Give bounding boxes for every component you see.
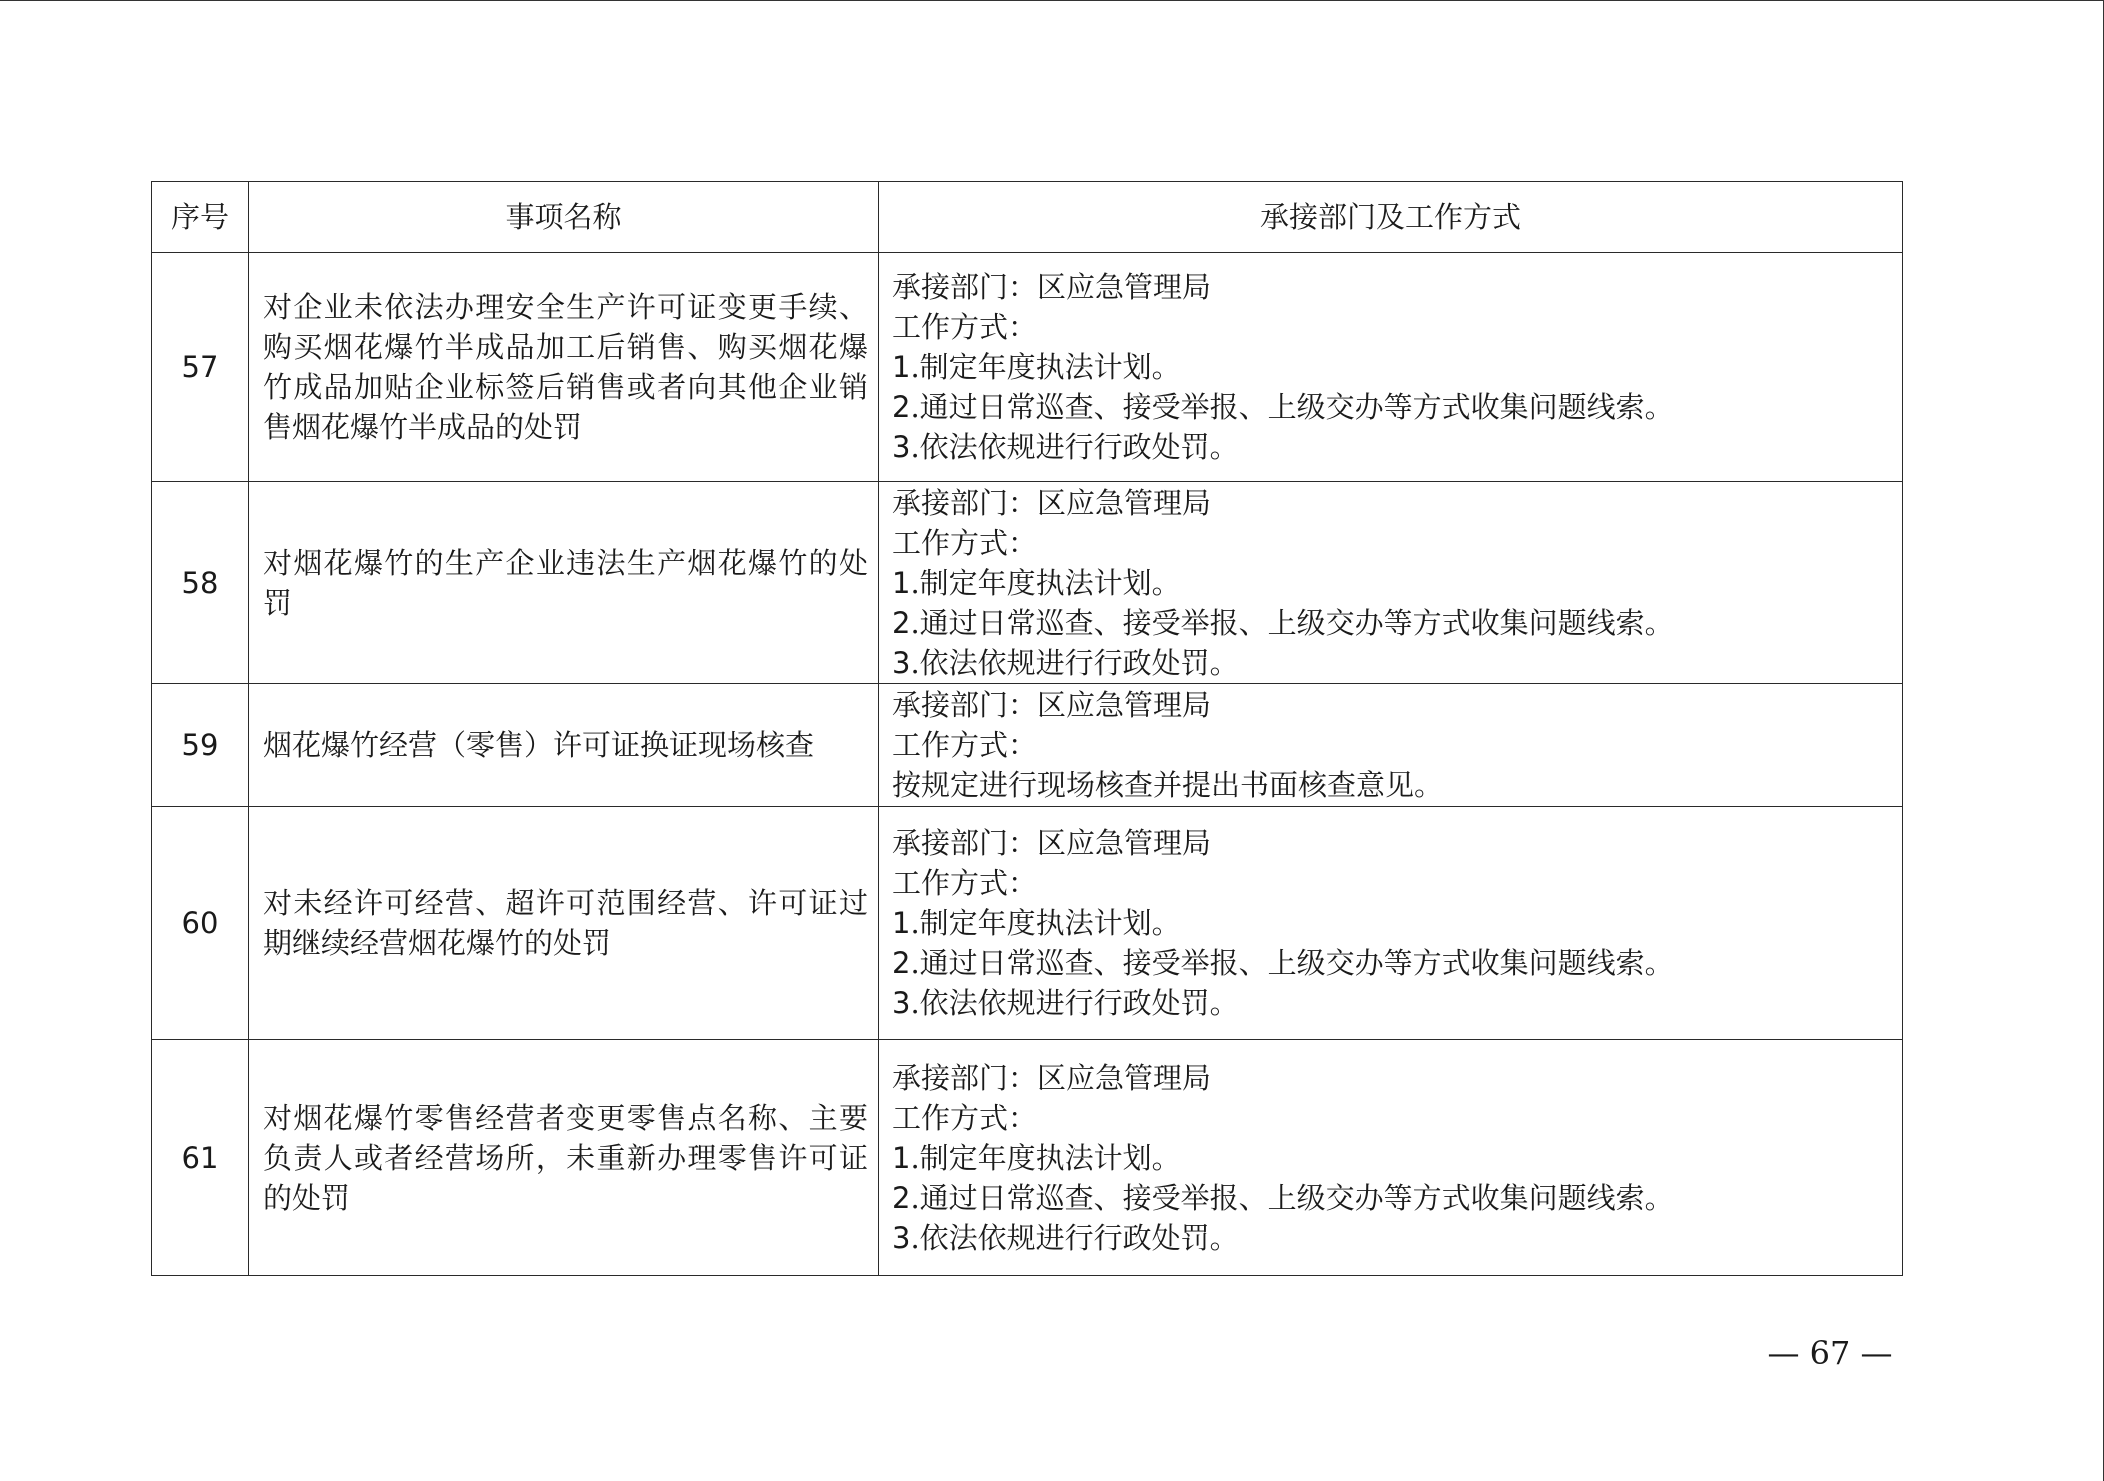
row-item-name: 对烟花爆竹零售经营者变更零售点名称、主要负责人或者经营场所，未重新办理零售许可证的处罚: [249, 1040, 879, 1276]
header-dept: 承接部门及工作方式: [879, 182, 1903, 253]
row-seq: 57: [152, 253, 249, 482]
dept-line: 承接部门：区应急管理局: [892, 485, 1212, 520]
step-text: .通过日常巡查、接受举报、上级交办等方式收集问题线索。: [910, 390, 1674, 424]
step-number: 2: [892, 605, 911, 640]
method-label: 工作方式：: [892, 525, 1038, 560]
step-text: .依法依规进行行政处罚。: [910, 986, 1239, 1020]
step-number: 2: [892, 1180, 911, 1215]
row-item-name: 对未经许可经营、超许可范围经营、许可证过期继续经营烟花爆竹的处罚: [249, 807, 879, 1040]
table-row: [152, 807, 1903, 1040]
step-number: 1: [892, 1140, 911, 1175]
row-item-name: 烟花爆竹经营（零售）许可证换证现场核查: [249, 684, 879, 807]
page-number: — 67 —: [1767, 1334, 1893, 1372]
step-number: 3: [892, 430, 911, 464]
dept-line: 承接部门：区应急管理局: [892, 688, 1212, 722]
step-number: 3: [892, 986, 911, 1020]
step-text: .制定年度执法计划。: [910, 906, 1181, 940]
row-dept-cell: [879, 684, 1903, 807]
method-text: 按规定进行现场核查并提出书面核查意见。: [892, 768, 1444, 802]
step-number: 1: [892, 906, 911, 940]
step-text: .依法依规进行行政处罚。: [910, 1220, 1239, 1255]
step-item: [892, 563, 1890, 603]
row-seq: 59: [152, 684, 249, 807]
header-seq: 序号: [152, 182, 249, 253]
dept-line: 承接部门：区应急管理局: [892, 270, 1212, 304]
step-text: .通过日常巡查、接受举报、上级交办等方式收集问题线索。: [910, 1180, 1674, 1215]
step-item: [892, 1218, 1890, 1258]
step-number: 2: [892, 946, 911, 980]
step-text: .制定年度执法计划。: [910, 350, 1181, 384]
step-number: 1: [892, 565, 911, 600]
header-name: 事项名称: [249, 182, 879, 253]
row-seq: 58: [152, 482, 249, 684]
table-row: [152, 684, 1903, 807]
dept-line: 承接部门：区应急管理局: [892, 1060, 1212, 1095]
step-item: [892, 903, 1890, 943]
step-number: 3: [892, 645, 911, 680]
step-item: [892, 943, 1890, 983]
step-item: [892, 427, 1890, 467]
row-seq: 60: [152, 807, 249, 1040]
row-dept-cell: [879, 482, 1903, 684]
table-row: [152, 253, 1903, 482]
step-text: .依法依规进行行政处罚。: [910, 430, 1239, 464]
row-dept-cell: [879, 807, 1903, 1040]
step-number: 2: [892, 390, 911, 424]
method-label: 工作方式：: [892, 866, 1038, 900]
step-item: [892, 643, 1890, 683]
step-item: [892, 1178, 1890, 1218]
row-item-name: 对企业未依法办理安全生产许可证变更手续、购买烟花爆竹半成品加工后销售、购买烟花爆竹成品加贴企业标签后销售或者向其他企业销售烟花爆竹半成品的处罚: [249, 253, 879, 482]
method-label: 工作方式：: [892, 1100, 1038, 1135]
step-text: .通过日常巡查、接受举报、上级交办等方式收集问题线索。: [910, 605, 1674, 640]
items-table: [151, 181, 1903, 1276]
step-item: [892, 983, 1890, 1023]
row-dept-cell: [879, 253, 1903, 482]
table-row: [152, 1040, 1903, 1276]
step-number: 3: [892, 1220, 911, 1255]
step-text: .依法依规进行行政处罚。: [910, 645, 1239, 680]
dept-line: 承接部门：区应急管理局: [892, 826, 1212, 860]
step-item: [892, 347, 1890, 387]
table-row: [152, 482, 1903, 684]
step-text: .通过日常巡查、接受举报、上级交办等方式收集问题线索。: [910, 946, 1674, 980]
row-seq: 61: [152, 1040, 249, 1276]
top-border-line: [0, 0, 2104, 1]
method-label: 工作方式：: [892, 310, 1038, 344]
method-label: 工作方式：: [892, 728, 1038, 762]
step-item: [892, 387, 1890, 427]
step-item: [892, 1138, 1890, 1178]
row-item-name: 对烟花爆竹的生产企业违法生产烟花爆竹的处罚: [249, 482, 879, 684]
step-text: .制定年度执法计划。: [910, 565, 1181, 600]
step-item: [892, 603, 1890, 643]
step-number: 1: [892, 350, 911, 384]
row-dept-cell: [879, 1040, 1903, 1276]
step-text: .制定年度执法计划。: [910, 1140, 1181, 1175]
table-header-row: [152, 182, 1903, 253]
